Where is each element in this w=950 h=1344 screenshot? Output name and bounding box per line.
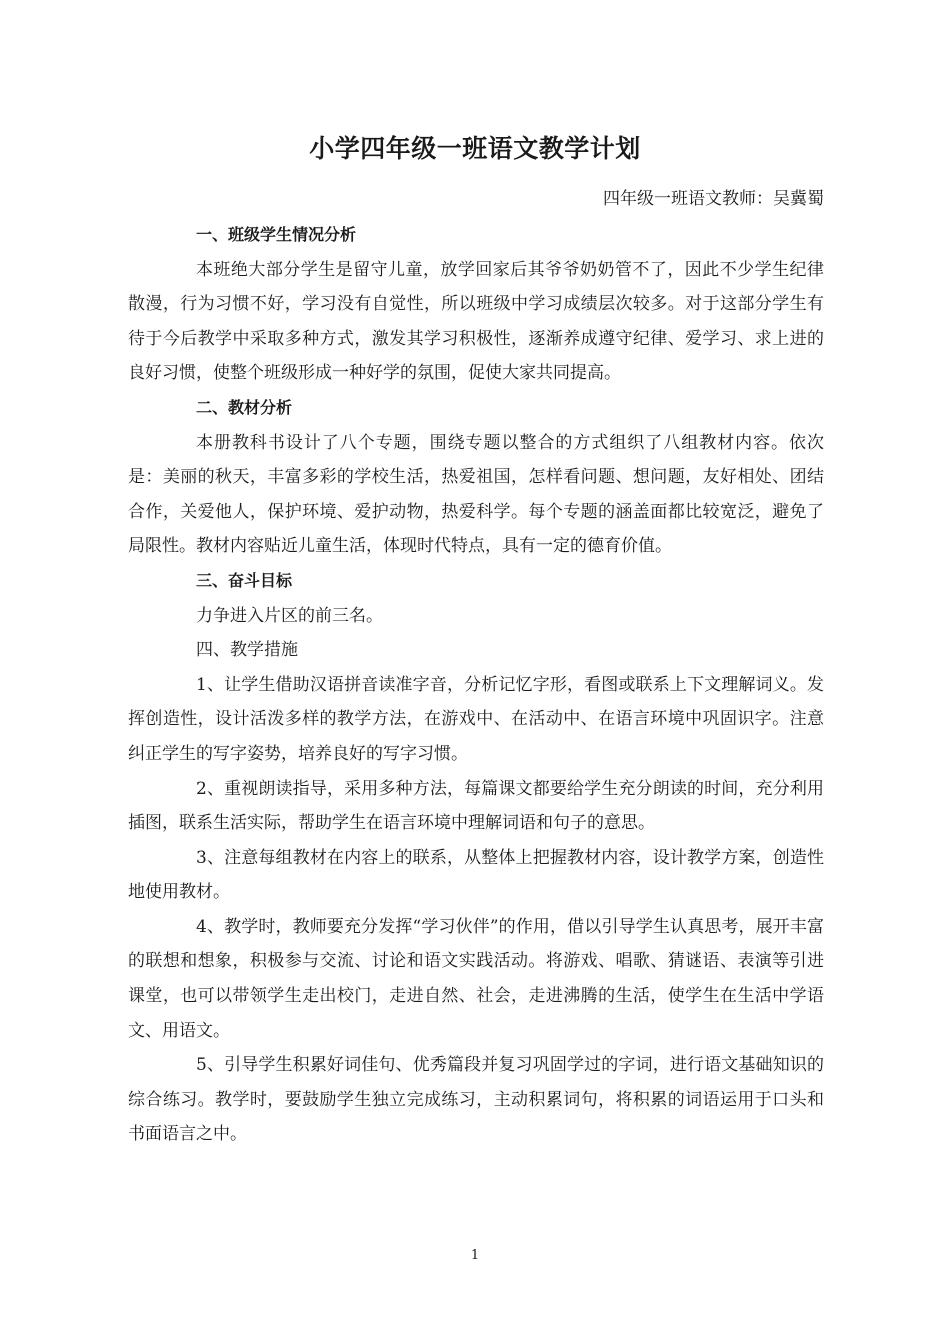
document-body: [128, 218, 824, 1152]
paragraph-class-analysis: 本班绝大部分学生是留守儿童，放学回家后其爷爷奶奶管不了，因此不少学生纪律散漫，行为习惯不好，学习没有自觉性，所以班级中学习成绩层次较多。对于这部分学生有待于今后教学中采取多种方式，激发其学习积极性，逐渐养成遵守纪律、爱学习、求上进的良好习惯，使整个班级形成一种好学的氛围，促使大家共同提高。: [128, 259, 824, 384]
paragraph-measure-2: 2、重视朗读指导，采用多种方法，每篇课文都要给学生充分朗读的时间，充分利用插图，联系生活实际，帮助学生在语言环境中理解词语和句子的意思。: [128, 778, 824, 834]
teacher-byline: 四年级一班语文教师：吴冀蜀: [603, 189, 824, 209]
paragraph-measure-1: 1、让学生借助汉语拼音读准字音，分析记忆字形，看图或联系上下文理解词义。发挥创造性，设计活泼多样的教学方法，在游戏中、在活动中、在语言环境中巩固识字。注意纠正学生的写字姿势，培养良好的写字习惯。: [128, 674, 824, 764]
document-title: 小学四年级一班语文教学计划: [309, 134, 641, 163]
section-heading-class-analysis: 一、班级学生情况分析: [196, 225, 357, 244]
paragraph-measure-4: 4、教学时，教师要充分发挥“学习伙伴”的作用，借以引导学生认真思考，展开丰富的联想和想象，积极参与交流、讨论和语文实践活动。将游戏、唱歌、猜谜语、表演等引进课堂，也可以带领学生走出校门，走进自然、社会，走进沸腾的生活，使学生在生活中学语文、用语文。: [128, 916, 824, 1041]
paragraph-measure-3: 3、注意每组教材在内容上的联系，从整体上把握教材内容，设计教学方案，创造性地使用教材。: [128, 847, 824, 903]
paragraph-measure-5: 5、引导学生积累好词佳句、优秀篇段并复习巩固学过的字词，进行语文基础知识的综合练习。教学时，要鼓励学生独立完成练习，主动积累词句，将积累的词语运用于口头和书面语言之中。: [128, 1055, 824, 1145]
page-number: 1: [470, 1248, 480, 1263]
section-heading-textbook-analysis: 二、教材分析: [196, 397, 293, 417]
paragraph-textbook-analysis: 本册教科书设计了八个专题，围绕专题以整合的方式组织了八组教材内容。依次是：美丽的秋天，丰富多彩的学校生活，热爱祖国，怎样看问题、想问题，友好相处、团结合作，关爱他人，保护环境、爱护动物，热爱科学。每个专题的涵盖面都比较宽泛，避免了局限性。教材内容贴近儿童生活，体现时代特点，具有一定的德育价值。: [128, 432, 824, 557]
paragraph-goals: 力争进入片区的前三名。: [196, 605, 383, 626]
section-heading-goals: 三、奋斗目标: [196, 570, 293, 590]
section-heading-measures: 四、教学措施: [196, 640, 298, 661]
